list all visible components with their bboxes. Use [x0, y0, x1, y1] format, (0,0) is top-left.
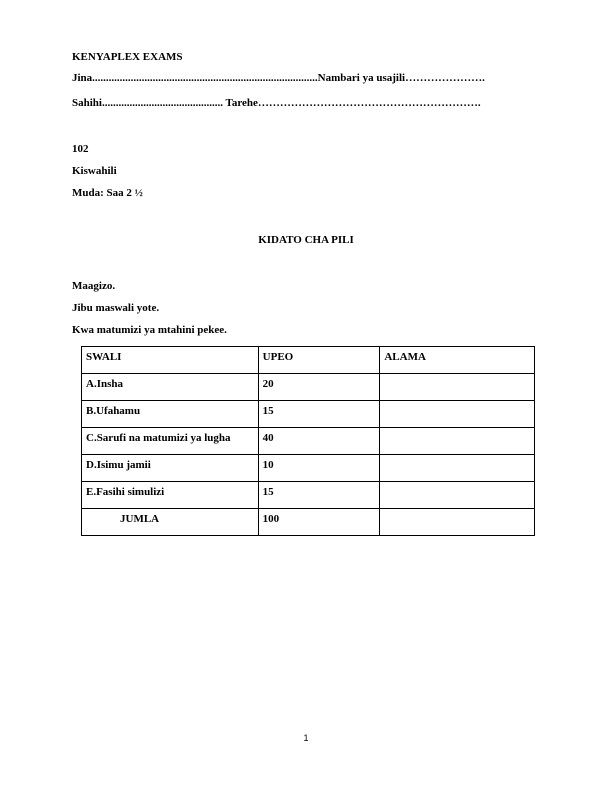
table-row — [82, 374, 535, 401]
table-row — [82, 482, 535, 509]
row-alama[interactable] — [380, 455, 535, 482]
exam-name: KENYAPLEX EXAMS — [72, 51, 183, 63]
row-swali: B.Ufahamu — [82, 401, 259, 428]
instruction-examiner-only: Kwa matumizi ya mtahini pekee. — [72, 324, 227, 336]
duration: Muda: Saa 2 ½ — [72, 187, 143, 199]
total-row — [82, 509, 535, 536]
row-swali: C.Sarufi na matumizi ya lugha — [82, 428, 259, 455]
instructions-heading: Maagizo. — [72, 280, 116, 292]
total-label: JUMLA — [82, 509, 259, 536]
signature-date-line: Sahihi............................................ Tarehe……………………………………………………. — [72, 97, 481, 109]
total-alama[interactable] — [380, 509, 535, 536]
header-upeo: UPEO — [258, 347, 380, 374]
table-header-row — [82, 347, 535, 374]
marks-table — [81, 346, 535, 536]
row-alama[interactable] — [380, 374, 535, 401]
row-swali: D.Isimu jamii — [82, 455, 259, 482]
row-upeo: 10 — [258, 455, 380, 482]
table-row — [82, 428, 535, 455]
row-alama[interactable] — [380, 482, 535, 509]
row-upeo: 20 — [258, 374, 380, 401]
row-upeo: 40 — [258, 428, 380, 455]
row-upeo: 15 — [258, 482, 380, 509]
paper-code: 102 — [72, 143, 89, 155]
row-alama[interactable] — [380, 428, 535, 455]
table-row — [82, 455, 535, 482]
page-number: 1 — [303, 733, 309, 743]
row-upeo: 15 — [258, 401, 380, 428]
instruction-answer-all: Jibu maswali yote. — [72, 302, 160, 314]
total-upeo: 100 — [258, 509, 380, 536]
row-swali: A.Insha — [82, 374, 259, 401]
header-swali: SWALI — [82, 347, 259, 374]
subject: Kiswahili — [72, 165, 117, 177]
row-alama[interactable] — [380, 401, 535, 428]
row-swali: E.Fasihi simulizi — [82, 482, 259, 509]
name-registration-line: Jina..................................................................................Nambari ya usajili…………………. — [72, 72, 485, 84]
header-alama: ALAMA — [380, 347, 535, 374]
form-title: KIDATO CHA PILI — [258, 234, 354, 246]
table-row — [82, 401, 535, 428]
